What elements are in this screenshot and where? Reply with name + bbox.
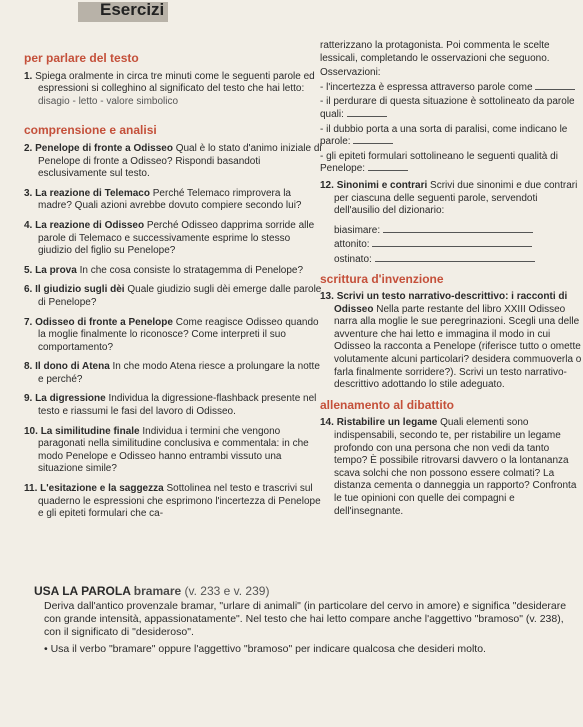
answer-blank[interactable] xyxy=(383,225,533,233)
exercise-text: In che cosa consiste lo stratagemma di Penelope? xyxy=(79,264,304,276)
section-heading-dibattito: allenamento al dibattito xyxy=(320,397,455,412)
exercise-text: Perché Odisseo dapprima sorride alle parole di Telemaco e successivamente esprime lo stesso giudizio del figlio su Penelope? xyxy=(38,219,315,257)
word-label: attonito: xyxy=(334,239,370,251)
exercise-3 xyxy=(24,188,324,213)
exercise-title: La reazione di Telemaco xyxy=(35,187,150,199)
box-bullet: • Usa il verbo "bramare" oppure l'aggettivo "bramoso" per indicare qualcosa che desideri molto. xyxy=(44,643,486,655)
exercise-number: 3. xyxy=(24,187,33,199)
answer-blank[interactable] xyxy=(535,82,575,90)
exercise-title: Odisseo di fronte a Penelope xyxy=(35,316,173,328)
observation-3 xyxy=(320,124,582,149)
exercise-text: Come reagisce Odisseo quando la moglie finalmente lo riconosce? Come interpreti il suo comportamento? xyxy=(38,316,319,353)
word-ostinato xyxy=(320,254,582,267)
word-attonito xyxy=(320,239,582,252)
exercise-title: Sinonimi e contrari xyxy=(336,179,428,191)
exercise-number: 9. xyxy=(24,393,33,405)
answer-blank[interactable] xyxy=(347,109,387,117)
exercise-number: 11. xyxy=(24,483,38,495)
exercise-text: Perché Telemaco rimprovera la madre? Quali azioni avrebbe dovuto compiere secondo lui? xyxy=(38,187,302,212)
exercise-text: Qual è lo stato d'animo iniziale di Penelope di fronte a Odisseo? Rispondi basandoti esclusivamente sul testo. xyxy=(38,142,322,180)
exercise-10 xyxy=(24,426,324,476)
exercise-title: La prova xyxy=(35,264,77,276)
box-body: Deriva dall'antico provenzale bramar, "urlare di animali" (in particolare del cervo in amore) e significa "desiderare con grande intensità, appassionatamente". Nel testo che hai letto compare anche l'aggettivo "bramoso" (v. 238), con il significato di "desideroso". xyxy=(44,600,567,638)
exercise-4 xyxy=(24,220,324,258)
exercise-number: 8. xyxy=(24,361,33,373)
observation-text: - gli epiteti formulari sottolineano le seguenti qualità di Penelope: xyxy=(320,150,558,175)
exercise-title: La reazione di Odisseo xyxy=(35,219,145,231)
exercise-7 xyxy=(24,317,324,355)
exercise-number: 1. xyxy=(24,70,33,82)
right-column xyxy=(320,40,582,525)
exercise-11 xyxy=(24,483,324,521)
exercise-text: Individua la digressione-flashback presente nel testo e riassumi le fasi del lavoro di Odisseo. xyxy=(38,393,317,418)
exercise-title: Penelope di fronte a Odisseo xyxy=(35,142,173,154)
observation-2 xyxy=(320,96,582,121)
exercise-title: L'esitazione e la saggezza xyxy=(40,483,164,495)
exercise-12 xyxy=(320,180,582,218)
exercise-number: 14. xyxy=(320,417,334,429)
observation-text: - l'incertezza è espressa attraverso parole come xyxy=(320,81,533,93)
exercise-title: Il giudizio sugli dèi xyxy=(35,284,125,296)
answer-blank[interactable] xyxy=(372,239,532,247)
exercise-13 xyxy=(320,291,582,392)
box-label: USA LA PAROLA xyxy=(34,584,131,598)
answer-blank[interactable] xyxy=(375,254,535,262)
section-heading-comprensione: comprensione e analisi xyxy=(24,123,157,138)
observation-text: - il dubbio porta a una sorta di paralisi, come indicano le parole: xyxy=(320,123,568,148)
exercise-title: Il dono di Atena xyxy=(35,361,110,373)
box-word: bramare xyxy=(133,584,182,598)
exercise-number: 4. xyxy=(24,219,33,231)
usa-la-parola-box xyxy=(34,585,580,656)
exercise-text: Sottolinea nel testo e trascrivi sul quaderno le espressioni che esprimono l'incertezza di Penelope e gli epiteti formulari che ca- xyxy=(38,483,321,520)
box-verse-ref: (v. 233 e v. 239) xyxy=(184,584,270,598)
left-column xyxy=(24,52,324,528)
word-biasimare xyxy=(320,225,582,238)
exercise-keywords: disagio - letto - valore simbolico xyxy=(38,95,179,107)
exercise-text: Nella parte restante del libro XXIII Odisseo narra alla moglie le sue peregrinazioni. Scegli una delle avventure che hai letto e immagina il modo in cui Odisseo la racconta a Penelope (riferisce tutto o omette volutamente alcuni particolari? desidera commuoverla o farla finalmente sorridere?). Scrivi un testo narrativo-descrittivo adottando lo stile adeguato. xyxy=(334,303,582,391)
exercise-number: 7. xyxy=(24,316,33,328)
observation-1 xyxy=(320,82,582,95)
section-heading-scrittura: scrittura d'invenzione xyxy=(320,271,444,286)
observation-4 xyxy=(320,151,582,176)
exercise-number: 12. xyxy=(320,179,334,191)
word-label: ostinato: xyxy=(334,253,372,265)
page-title: Esercizi xyxy=(100,0,165,19)
exercise-8 xyxy=(24,361,324,386)
exercise-text: Quali elementi sono indispensabili, secondo te, per ristabilire un legame profondo con una persona che non vedi da tanto tempo? È possibile ritrovarsi davvero o la lontananza scava solchi che non possono essere colmati? La distanza cementa o danneggia un rapporto? Confronta le tue opinioni con quelle dei compagni e dell'insegnante. xyxy=(334,417,577,517)
answer-blank[interactable] xyxy=(368,163,408,171)
observations-label: Osservazioni: xyxy=(320,67,381,79)
section-heading-parlare: per parlare del testo xyxy=(24,51,139,65)
exercise-6 xyxy=(24,284,324,309)
continuation-text: ratterizzano la protagonista. Poi commenta le scelte lessicali, completando le osservazioni che seguono. xyxy=(320,40,550,64)
exercise-text: Quale giudizio sugli dèi emerge dalle parole di Penelope? xyxy=(38,284,322,308)
exercise-text: In che modo Atena riesce a prolungare la notte e perché? xyxy=(38,361,320,385)
exercise-number: 13. xyxy=(320,291,334,303)
observation-text: - il perdurare di questa situazione è sottolineato da parole quali: xyxy=(320,96,575,120)
answer-blank[interactable] xyxy=(353,136,393,144)
exercise-title: Ristabilire un legame xyxy=(336,417,438,429)
usa-la-parola-heading xyxy=(34,585,580,598)
exercise-title: Scrivi un testo narrativo-descrittivo: i racconti di Odisseo xyxy=(334,291,568,315)
exercise-number: 10. xyxy=(24,425,38,437)
exercise-text: Scrivi due sinonimi e due contrari per ciascuna delle seguenti parole, servendoti dell'ausilio del dizionario: xyxy=(334,179,578,217)
exercise-2 xyxy=(24,143,324,181)
exercise-number: 2. xyxy=(24,142,33,154)
exercise-text: Individua i termini che vengono paragonati nella similitudine conclusiva e commentala: in che modo Penelope e Odisseo hanno entrambi vissuto una situazione simile? xyxy=(38,425,309,475)
exercise-14 xyxy=(320,417,582,518)
exercise-title: La digressione xyxy=(35,393,106,405)
exercise-number: 6. xyxy=(24,284,33,296)
exercise-number: 5. xyxy=(24,264,33,276)
exercise-title: La similitudine finale xyxy=(40,425,140,437)
exercise-1 xyxy=(24,71,324,109)
exercise-9 xyxy=(24,393,324,418)
exercise-5 xyxy=(24,265,324,278)
exercise-text: Spiega oralmente in circa tre minuti come le seguenti parole ed espressioni si colleghino al significato del testo che hai letto: xyxy=(35,70,315,95)
word-label: biasimare: xyxy=(334,224,381,236)
